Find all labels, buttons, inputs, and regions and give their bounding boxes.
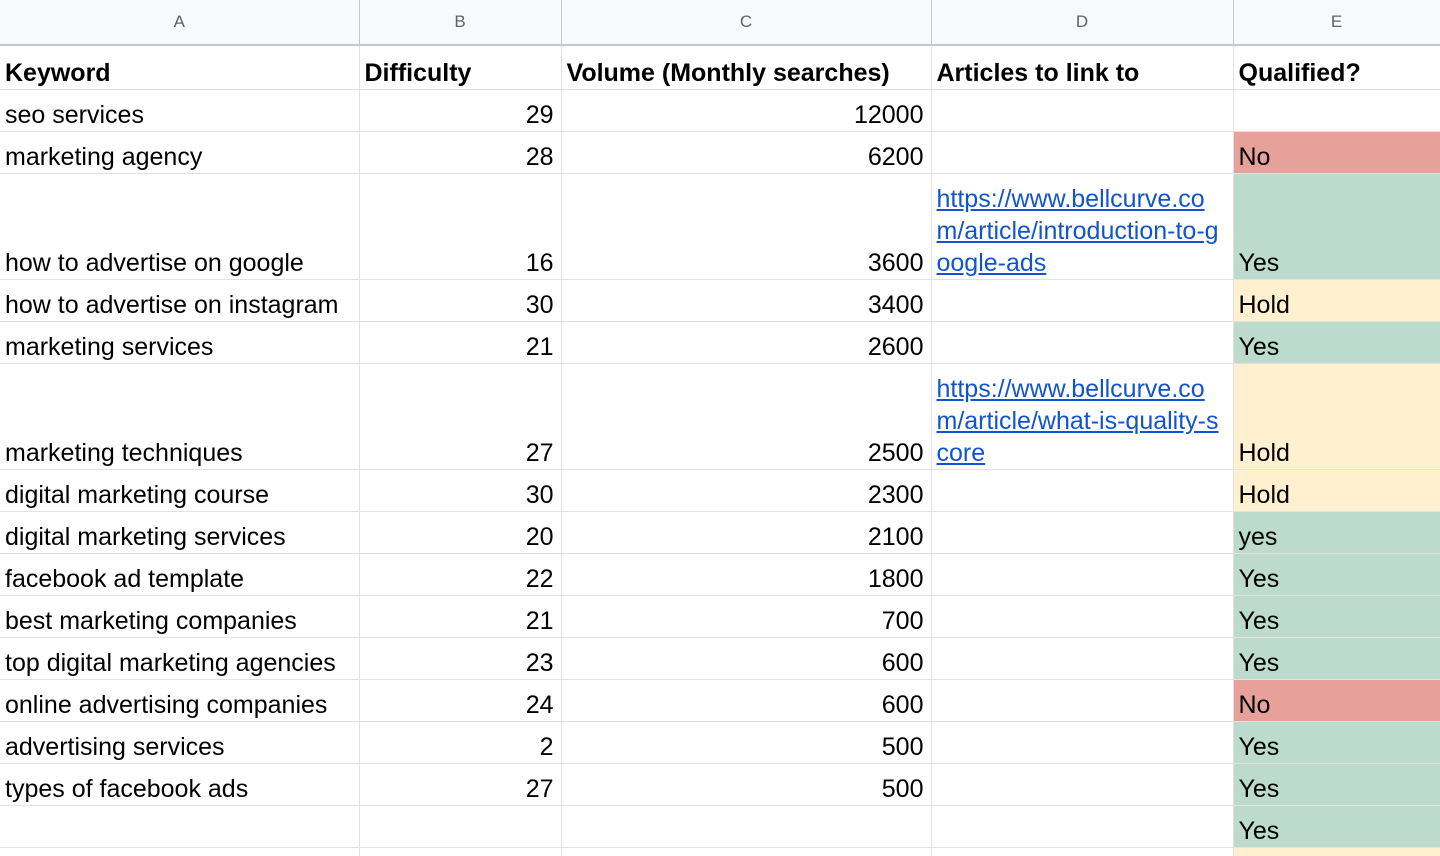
table-row (0, 132, 1440, 174)
keyword-cell[interactable]: digital marketing course (0, 470, 359, 512)
qualified-cell[interactable]: Hold (1233, 280, 1440, 322)
column-header-d[interactable]: D (931, 0, 1233, 45)
header-volume[interactable]: Volume (Monthly searches) (561, 45, 931, 90)
keyword-cell[interactable]: seo services (0, 90, 359, 132)
article-cell[interactable] (931, 764, 1233, 806)
keyword-cell[interactable]: top digital marketing agencies (0, 638, 359, 680)
table-row (0, 596, 1440, 638)
table-row (0, 280, 1440, 322)
qualified-cell[interactable]: Yes (1233, 322, 1440, 364)
keyword-cell[interactable]: marketing techniques (0, 364, 359, 470)
article-cell (931, 364, 1233, 470)
keyword-cell[interactable]: advertising services (0, 722, 359, 764)
article-cell[interactable] (931, 280, 1233, 322)
table-row (0, 90, 1440, 132)
qualified-cell[interactable]: No (1233, 680, 1440, 722)
qualified-cell[interactable]: Yes (1233, 638, 1440, 680)
article-cell[interactable] (931, 322, 1233, 364)
qualified-cell[interactable]: Yes (1233, 806, 1440, 848)
difficulty-cell[interactable]: 29 (359, 90, 561, 132)
difficulty-cell[interactable]: 30 (359, 280, 561, 322)
qualified-cell[interactable]: No (1233, 132, 1440, 174)
article-cell[interactable] (931, 512, 1233, 554)
header-keyword[interactable]: Keyword (0, 45, 359, 90)
volume-cell[interactable]: 500 (561, 764, 931, 806)
difficulty-cell[interactable] (359, 806, 561, 848)
qualified-cell[interactable]: Yes (1233, 596, 1440, 638)
qualified-cell[interactable]: yes (1233, 512, 1440, 554)
volume-cell[interactable] (561, 806, 931, 848)
column-header-b[interactable]: B (359, 0, 561, 45)
volume-cell[interactable]: 3600 (561, 174, 931, 280)
article-cell[interactable] (931, 806, 1233, 848)
keyword-cell[interactable]: types of facebook ads (0, 764, 359, 806)
volume-cell[interactable]: 3400 (561, 280, 931, 322)
keyword-cell[interactable]: facebook ad template (0, 554, 359, 596)
keyword-cell[interactable]: best marketing companies (0, 596, 359, 638)
difficulty-cell[interactable]: 21 (359, 322, 561, 364)
table-row (0, 512, 1440, 554)
difficulty-cell[interactable]: 30 (359, 470, 561, 512)
volume-cell[interactable]: 600 (561, 680, 931, 722)
table-row (0, 174, 1440, 280)
keyword-cell[interactable]: online advertising companies (0, 680, 359, 722)
keyword-cell[interactable] (0, 806, 359, 848)
difficulty-cell[interactable]: 16 (359, 174, 561, 280)
article-cell[interactable] (931, 596, 1233, 638)
qualified-cell[interactable]: Yes (1233, 554, 1440, 596)
table-row (0, 848, 1440, 856)
column-header-e[interactable]: E (1233, 0, 1440, 45)
qualified-cell[interactable]: Yes (1233, 174, 1440, 280)
volume-cell[interactable]: 2300 (561, 470, 931, 512)
article-link[interactable]: https://www.bellcurve.com/article/introduction-to-google-ads (936, 185, 1219, 277)
table-row (0, 764, 1440, 806)
keyword-cell[interactable] (0, 848, 359, 856)
qualified-cell[interactable]: Hold (1233, 470, 1440, 512)
header-articles[interactable]: Articles to link to (931, 45, 1233, 90)
qualified-cell[interactable] (1233, 848, 1440, 856)
column-header-a[interactable]: A (0, 0, 359, 45)
volume-cell[interactable] (561, 848, 931, 856)
difficulty-cell[interactable]: 20 (359, 512, 561, 554)
table-row (0, 364, 1440, 470)
table-row (0, 554, 1440, 596)
volume-cell[interactable]: 2100 (561, 512, 931, 554)
difficulty-cell[interactable]: 2 (359, 722, 561, 764)
keyword-cell[interactable]: digital marketing services (0, 512, 359, 554)
difficulty-cell[interactable]: 27 (359, 364, 561, 470)
volume-cell[interactable]: 1800 (561, 554, 931, 596)
article-cell[interactable] (931, 470, 1233, 512)
qualified-cell[interactable]: Yes (1233, 764, 1440, 806)
keyword-cell[interactable]: how to advertise on instagram (0, 280, 359, 322)
table-row (0, 322, 1440, 364)
header-row (0, 45, 1440, 90)
volume-cell[interactable]: 6200 (561, 132, 931, 174)
table-row (0, 638, 1440, 680)
volume-cell[interactable]: 600 (561, 638, 931, 680)
volume-cell[interactable]: 2600 (561, 322, 931, 364)
table-row (0, 806, 1440, 848)
header-qualified[interactable]: Qualified? (1233, 45, 1440, 90)
article-cell[interactable] (931, 722, 1233, 764)
difficulty-cell[interactable]: 22 (359, 554, 561, 596)
column-header-c[interactable]: C (561, 0, 931, 45)
header-difficulty[interactable]: Difficulty (359, 45, 561, 90)
article-link[interactable]: https://www.bellcurve.com/article/what-is-quality-score (936, 375, 1219, 467)
difficulty-cell[interactable]: 24 (359, 680, 561, 722)
article-cell[interactable] (931, 132, 1233, 174)
table-row (0, 722, 1440, 764)
article-cell[interactable] (931, 848, 1233, 856)
difficulty-cell[interactable] (359, 848, 561, 856)
difficulty-cell[interactable]: 27 (359, 764, 561, 806)
article-cell[interactable] (931, 90, 1233, 132)
column-header-row (0, 0, 1440, 45)
volume-cell[interactable]: 500 (561, 722, 931, 764)
article-cell[interactable] (931, 554, 1233, 596)
volume-cell[interactable]: 12000 (561, 90, 931, 132)
table-row (0, 680, 1440, 722)
qualified-cell[interactable]: Yes (1233, 722, 1440, 764)
difficulty-cell[interactable]: 28 (359, 132, 561, 174)
article-cell (931, 174, 1233, 280)
difficulty-cell[interactable]: 23 (359, 638, 561, 680)
qualified-cell[interactable]: Hold (1233, 364, 1440, 470)
volume-cell[interactable]: 700 (561, 596, 931, 638)
article-cell[interactable] (931, 680, 1233, 722)
table-row (0, 470, 1440, 512)
difficulty-cell[interactable]: 21 (359, 596, 561, 638)
keyword-cell[interactable]: marketing agency (0, 132, 359, 174)
article-cell[interactable] (931, 638, 1233, 680)
volume-cell[interactable]: 2500 (561, 364, 931, 470)
qualified-cell[interactable] (1233, 90, 1440, 132)
keyword-cell[interactable]: marketing services (0, 322, 359, 364)
keyword-cell[interactable]: how to advertise on google (0, 174, 359, 280)
